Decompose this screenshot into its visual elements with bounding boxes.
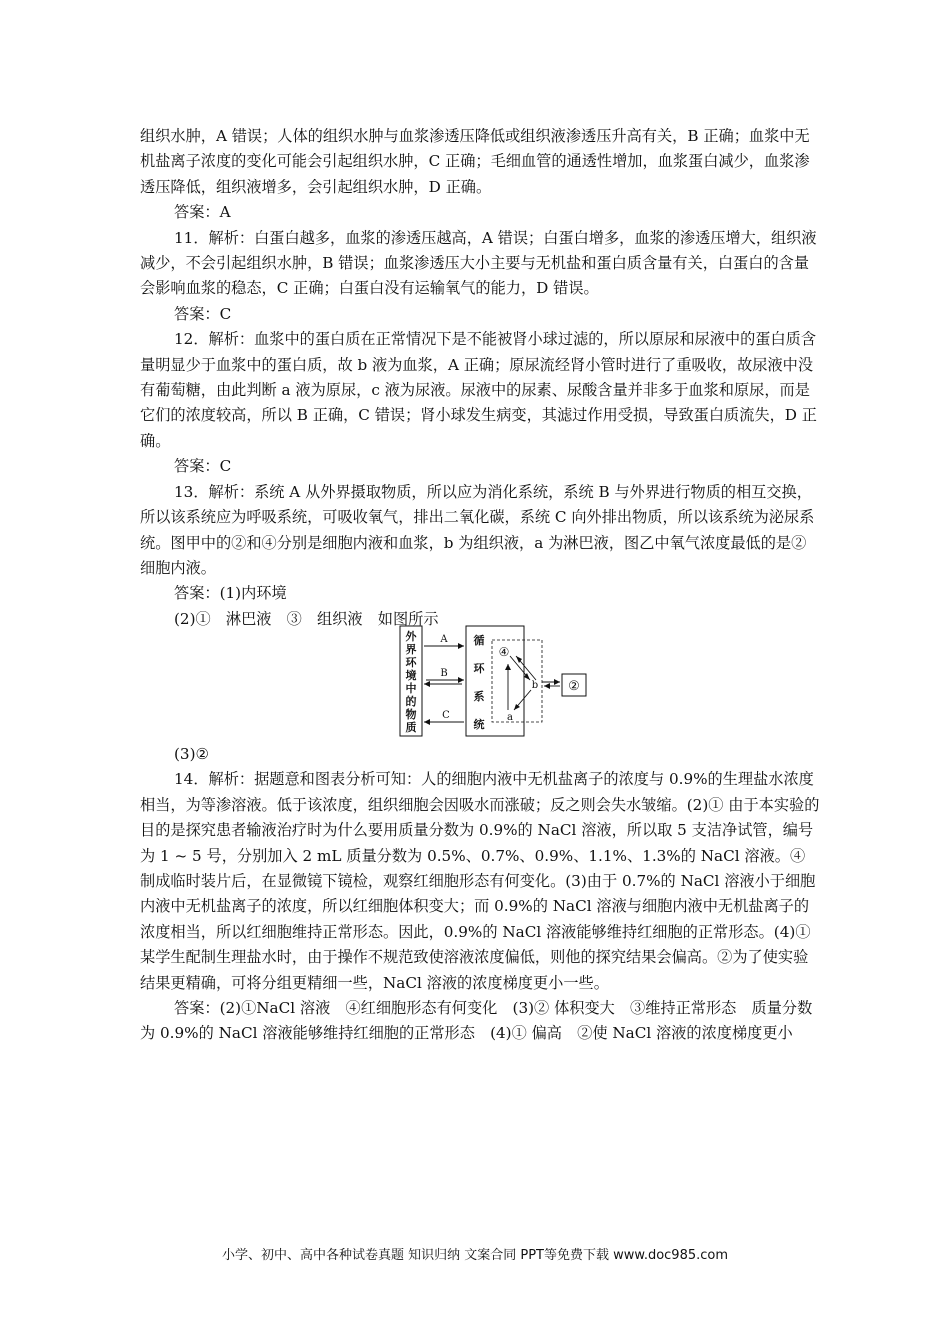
answer-13-part1: 答案：(1)内环境	[174, 584, 287, 603]
left-box-char: 界	[405, 643, 417, 656]
answer-text-block-2	[140, 742, 820, 1047]
intracellular-label: ②	[568, 679, 580, 694]
middle-box-char: 环	[473, 662, 485, 675]
answer-13-part3: (3)②	[174, 745, 210, 763]
environment-exchange-diagram	[394, 622, 594, 740]
tissue-fluid-label: b	[531, 680, 539, 691]
arrow-a-to-plasma-head	[505, 664, 511, 670]
left-box-char: 物	[405, 708, 417, 721]
left-box-char: 境	[405, 669, 417, 682]
arrow-b-left-head	[424, 681, 430, 687]
left-box-char: 质	[405, 721, 417, 734]
answer-11: 答案：C	[174, 304, 232, 323]
middle-box-char: 循	[473, 634, 485, 647]
lymph-label: a	[507, 712, 513, 723]
arrow-c-label: C	[442, 710, 450, 721]
arrow-b-label: B	[440, 668, 448, 679]
left-box-char: 环	[405, 656, 417, 669]
middle-box-char: 统	[473, 718, 485, 731]
arrow-c-head	[424, 719, 430, 725]
arrow-to-cell-head	[554, 679, 560, 685]
answer-13-part2: (2)① 淋巴液 ③ 组织液 如图所示	[174, 609, 439, 628]
analysis-12: 12．解析：血浆中的蛋白质在正常情况下是不能被肾小球过滤的，所以原尿和尿液中的蛋白质含量明显少于血浆中的蛋白质，故 b 液为血浆，A 正确；原尿流经肾小管时进行了重吸收，故尿液中没有葡萄糖，由此判断 a 液为原尿，c 液为尿液。尿液中的尿素、尿酸含量并非多于血浆和原尿，而是它们的浓度较高，所以 B 正确，C 错误；肾小球发生病变，其滤过作用受损，导致蛋白质流失，D 正确。	[140, 330, 817, 450]
arrow-a-head	[458, 643, 464, 649]
footer-watermark-text: 小学、初中、高中各种试卷真题 知识归纳 文案合同 PPT等免费下载 www.doc985.com	[221, 1248, 729, 1263]
answer-10: 答案：A	[174, 203, 231, 222]
paragraph-10-continued: 组织水肿，A 错误；人体的组织水肿与血浆渗透压降低或组织液渗透压升高有关，B 正确；血浆中无机盐离子浓度的变化可能会引起组织水肿，C 正确；毛细血管的通透性增加，血浆蛋白减少，血浆渗透压降低，组织液增多，会引起组织水肿，D 正确。	[140, 127, 810, 196]
arrow-b-to-a-head	[514, 704, 520, 710]
plasma-label: ④	[498, 645, 510, 659]
analysis-11: 11．解析：白蛋白越多，血浆的渗透压越高，A 错误；白蛋白增多，血浆的渗透压增大，组织液减少，不会引起组织水肿，B 错误；血浆渗透压大小主要与无机盐和蛋白质含量有关，白蛋白的含量会影响血浆的稳态，C 正确；白蛋白没有运输氧气的能力，D 错误。	[140, 228, 817, 298]
arrow-a-label: A	[440, 634, 448, 645]
left-box-char: 的	[405, 695, 417, 708]
left-box-char: 中	[405, 682, 417, 695]
answer-12: 答案：C	[174, 457, 232, 476]
middle-box-char: 系	[473, 690, 485, 703]
analysis-14: 14．解析：据题意和图表分析可知：人的细胞内液中无机盐离子的浓度与 0.9%的生理盐水浓度相当，为等渗溶液。低于该浓度，组织细胞会因吸水而涨破；反之则会失水皱缩。(2)① 由于本实验的目的是探究患者输液治疗时为什么要用质量分数为 0.9%的 NaCl 溶液，所以取 5 支洁净试管，编号为 1 ~ 5 号，分别加入 2 mL 质量分数为 0.5%、0.7%、0.9%、1.1%、1.3%的 NaCl 溶液。④制成临时装片后，在显微镜下镜检，观察红细胞形态有何变化。(3)由于 0.7%的 NaCl 溶液小于细胞内液中无机盐离子的浓度，所以红细胞体积变大；而 0.9%的 NaCl 溶液与细胞内液中无机盐离子的浓度相当，所以红细胞维持正常形态。因此，0.9%的 NaCl 溶液能够维持红细胞的正常形态。(4)① 某学生配制生理盐水时，由于操作不规范致使溶液浓度偏低，则他的探究结果会偏高。②为了使实验结果更精确，可将分组更精细一些，NaCl 溶液的浓度梯度更小一些。	[140, 770, 820, 992]
analysis-13: 13．解析：系统 A 从外界摄取物质，所以应为消化系统，系统 B 与外界进行物质的相互交换，所以该系统应为呼吸系统，可吸收氧气，排出二氧化碳，系统 C 向外排出物质，所以该系统为泌尿系统。图甲中的②和④分别是细胞内液和血浆，b 为组织液，a 为淋巴液，图乙中氧气浓度最低的是②细胞内液。	[140, 482, 815, 577]
answer-text-block	[140, 124, 820, 632]
left-box-char: 外	[405, 630, 417, 643]
answer-14: 答案：(2)①NaCl 溶液 ④红细胞形态有何变化 (3)② 体积变大 ③维持正常形态 质量分数为 0.9%的 NaCl 溶液能够维持红细胞的正常形态 (4)① 偏高 ②使 NaCl 溶液的浓度梯度更小	[140, 999, 813, 1043]
arrow-from-cell-head	[544, 683, 550, 689]
arrow-b-right-head	[458, 677, 464, 683]
